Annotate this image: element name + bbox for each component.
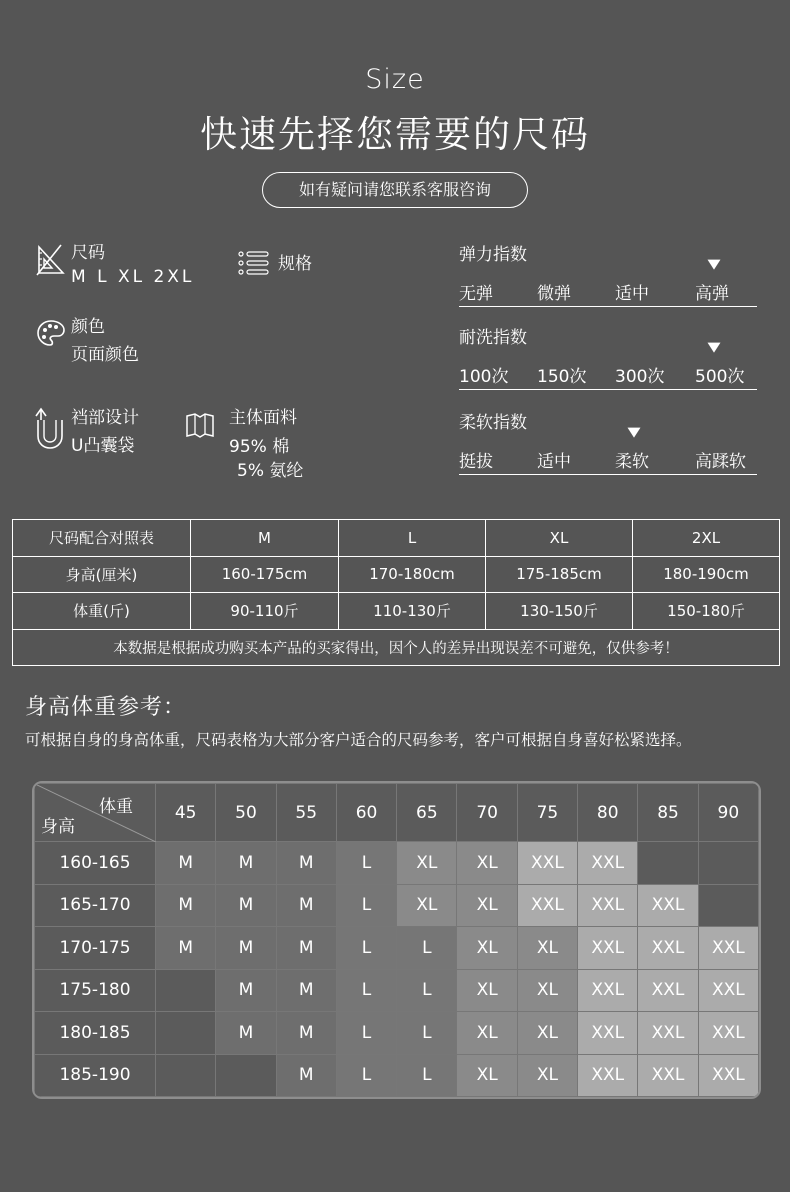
size-grid-table xyxy=(34,783,759,1097)
grid-size-cell: M xyxy=(156,927,216,970)
table-header-cell: XL xyxy=(486,520,633,557)
selected-marker-icon: ▼ xyxy=(707,340,721,355)
grid-size-cell: XXL xyxy=(578,842,638,885)
grid-size-cell: L xyxy=(336,969,396,1012)
grid-size-cell: XL xyxy=(517,927,577,970)
grid-size-cell: XXL xyxy=(638,1054,698,1097)
index-scale xyxy=(459,447,757,475)
grid-size-cell: L xyxy=(397,927,457,970)
grid-weight-header: 65 xyxy=(397,784,457,842)
spec-label: 规格 xyxy=(278,254,312,274)
grid-weight-header: 50 xyxy=(216,784,276,842)
grid-size-cell: XL xyxy=(517,1054,577,1097)
table-note-row xyxy=(13,629,780,666)
table-cell: 170-180cm xyxy=(339,556,486,593)
book-icon xyxy=(185,412,215,438)
grid-size-cell: XXL xyxy=(517,884,577,927)
index-option: 微弹 xyxy=(537,284,571,304)
grid-size-cell: XXL xyxy=(638,884,698,927)
table-header-row xyxy=(13,520,780,557)
crotch-label: 裆部设计 xyxy=(71,408,139,428)
table-header-cell: M xyxy=(191,520,339,557)
grid-size-cell: L xyxy=(336,842,396,885)
index-option: 500次 xyxy=(695,367,745,387)
index-option: 适中 xyxy=(615,284,649,304)
grid-size-cell: XL xyxy=(397,884,457,927)
grid-size-cell: L xyxy=(336,884,396,927)
grid-weight-header: 55 xyxy=(276,784,336,842)
grid-size-cell: M xyxy=(216,842,276,885)
index-option: 高蹂软 xyxy=(695,452,746,472)
grid-corner-cell xyxy=(35,784,156,842)
grid-size-cell xyxy=(156,969,216,1012)
table-row xyxy=(13,556,780,593)
grid-size-cell: XXL xyxy=(578,884,638,927)
grid-weight-header: 90 xyxy=(698,784,758,842)
fabric-label: 主体面料 xyxy=(229,408,297,428)
grid-size-cell xyxy=(698,842,758,885)
grid-size-cell: XL xyxy=(517,969,577,1012)
grid-size-cell: L xyxy=(397,1054,457,1097)
grid-size-cell: XXL xyxy=(638,969,698,1012)
fabric-spandex: 5% 氨纶 xyxy=(237,461,304,481)
table-cell: 身高(厘米) xyxy=(13,556,191,593)
selected-marker-icon: ▼ xyxy=(707,257,721,272)
grid-height-label: 170-175 xyxy=(35,927,156,970)
corner-weight-label: 体重 xyxy=(99,797,133,817)
fabric-cotton: 95% 棉 xyxy=(229,437,290,457)
grid-size-cell: XXL xyxy=(638,927,698,970)
grid-size-cell xyxy=(156,1054,216,1097)
grid-size-cell: XXL xyxy=(578,1054,638,1097)
grid-row xyxy=(35,884,759,927)
table-header-cell: 2XL xyxy=(633,520,780,557)
grid-size-cell xyxy=(216,1054,276,1097)
grid-weight-header: 60 xyxy=(336,784,396,842)
grid-size-cell: XL xyxy=(397,842,457,885)
grid-size-cell: XL xyxy=(457,1054,517,1097)
grid-size-cell: M xyxy=(216,884,276,927)
index-option: 柔软 xyxy=(615,452,649,472)
grid-header-row xyxy=(35,784,759,842)
table-cell: 130-150斤 xyxy=(486,593,633,630)
list-icon xyxy=(238,250,270,276)
size-values: M L XL 2XL xyxy=(71,267,195,287)
grid-size-cell: M xyxy=(276,1054,336,1097)
grid-size-cell: M xyxy=(276,884,336,927)
grid-size-cell: M xyxy=(276,1012,336,1055)
table-cell: 175-185cm xyxy=(486,556,633,593)
index-option: 适中 xyxy=(537,452,571,472)
grid-height-label: 180-185 xyxy=(35,1012,156,1055)
grid-size-cell: XXL xyxy=(638,1012,698,1055)
grid-size-cell: M xyxy=(156,884,216,927)
disclaimer-note: 本数据是根据成功购买本产品的买家得出，因个人的差异出现误差不可避免，仅供参考！ xyxy=(13,629,780,666)
table-header-cell: L xyxy=(339,520,486,557)
grid-size-cell: XXL xyxy=(698,1012,758,1055)
grid-weight-header: 70 xyxy=(457,784,517,842)
index-option: 高弹 xyxy=(695,284,729,304)
grid-size-cell: L xyxy=(336,1012,396,1055)
grid-height-label: 160-165 xyxy=(35,842,156,885)
grid-size-cell: L xyxy=(336,927,396,970)
index-title: 弹力指数 xyxy=(459,245,527,265)
grid-size-cell xyxy=(698,884,758,927)
table-cell: 180-190cm xyxy=(633,556,780,593)
grid-size-cell: M xyxy=(216,969,276,1012)
grid-weight-header: 80 xyxy=(578,784,638,842)
grid-height-label: 185-190 xyxy=(35,1054,156,1097)
size-chart-table xyxy=(12,519,780,666)
grid-size-cell: XXL xyxy=(578,969,638,1012)
index-scale xyxy=(459,362,757,390)
grid-size-cell: XXL xyxy=(698,927,758,970)
grid-height-label: 165-170 xyxy=(35,884,156,927)
size-english-heading: Size xyxy=(365,64,425,95)
u-pouch-icon xyxy=(34,406,66,450)
grid-size-cell: M xyxy=(276,969,336,1012)
palette-icon xyxy=(36,318,66,348)
index-title: 耐洗指数 xyxy=(459,328,527,348)
grid-size-cell xyxy=(156,1012,216,1055)
grid-row xyxy=(35,927,759,970)
grid-size-cell: XL xyxy=(457,969,517,1012)
grid-size-cell: XXL xyxy=(578,927,638,970)
color-value: 页面颜色 xyxy=(71,345,139,365)
grid-size-cell: L xyxy=(397,969,457,1012)
table-cell: 体重(斤) xyxy=(13,593,191,630)
color-label: 颜色 xyxy=(71,317,105,337)
grid-size-cell: XXL xyxy=(578,1012,638,1055)
crotch-value: U凸囊袋 xyxy=(71,436,135,456)
grid-size-cell: M xyxy=(276,842,336,885)
grid-weight-header: 45 xyxy=(156,784,216,842)
grid-size-cell: XL xyxy=(517,1012,577,1055)
index-option: 挺拔 xyxy=(459,452,493,472)
table-header-cell: 尺码配合对照表 xyxy=(13,520,191,557)
corner-height-label: 身高 xyxy=(41,817,75,837)
index-title: 柔软指数 xyxy=(459,413,527,433)
grid-size-cell: XXL xyxy=(698,969,758,1012)
grid-size-cell: XXL xyxy=(698,1054,758,1097)
table-cell: 150-180斤 xyxy=(633,593,780,630)
reference-title: 身高体重参考： xyxy=(25,695,187,720)
grid-row xyxy=(35,1012,759,1055)
grid-height-label: 175-180 xyxy=(35,969,156,1012)
index-scale xyxy=(459,279,757,307)
index-option: 100次 xyxy=(459,367,509,387)
page-title: 快速先择您需要的尺码 xyxy=(200,113,590,156)
grid-size-cell: M xyxy=(276,927,336,970)
grid-weight-header: 85 xyxy=(638,784,698,842)
index-option: 300次 xyxy=(615,367,665,387)
table-cell: 90-110斤 xyxy=(191,593,339,630)
ruler-triangle-icon xyxy=(35,243,67,277)
contact-service-button[interactable]: 如有疑问请您联系客服咨询 xyxy=(262,172,528,208)
grid-size-cell xyxy=(638,842,698,885)
table-cell: 160-175cm xyxy=(191,556,339,593)
reference-subtitle: 可根据自身的身高体重，尺码表格为大部分客户适合的尺码参考，客户可根据自身喜好松紧选择。 xyxy=(25,731,692,749)
grid-row xyxy=(35,1054,759,1097)
size-label: 尺码 xyxy=(71,243,105,263)
grid-weight-header: 75 xyxy=(517,784,577,842)
grid-row xyxy=(35,842,759,885)
grid-size-cell: L xyxy=(397,1012,457,1055)
height-weight-grid xyxy=(32,781,761,1099)
grid-size-cell: M xyxy=(156,842,216,885)
grid-size-cell: XL xyxy=(457,884,517,927)
table-cell: 110-130斤 xyxy=(339,593,486,630)
grid-size-cell: XL xyxy=(457,927,517,970)
grid-size-cell: M xyxy=(216,927,276,970)
grid-size-cell: XXL xyxy=(517,842,577,885)
table-row xyxy=(13,593,780,630)
index-option: 无弹 xyxy=(459,284,493,304)
selected-marker-icon: ▼ xyxy=(627,425,641,440)
grid-size-cell: L xyxy=(336,1054,396,1097)
grid-row xyxy=(35,969,759,1012)
grid-size-cell: M xyxy=(216,1012,276,1055)
index-option: 150次 xyxy=(537,367,587,387)
grid-size-cell: XL xyxy=(457,842,517,885)
grid-size-cell: XL xyxy=(457,1012,517,1055)
